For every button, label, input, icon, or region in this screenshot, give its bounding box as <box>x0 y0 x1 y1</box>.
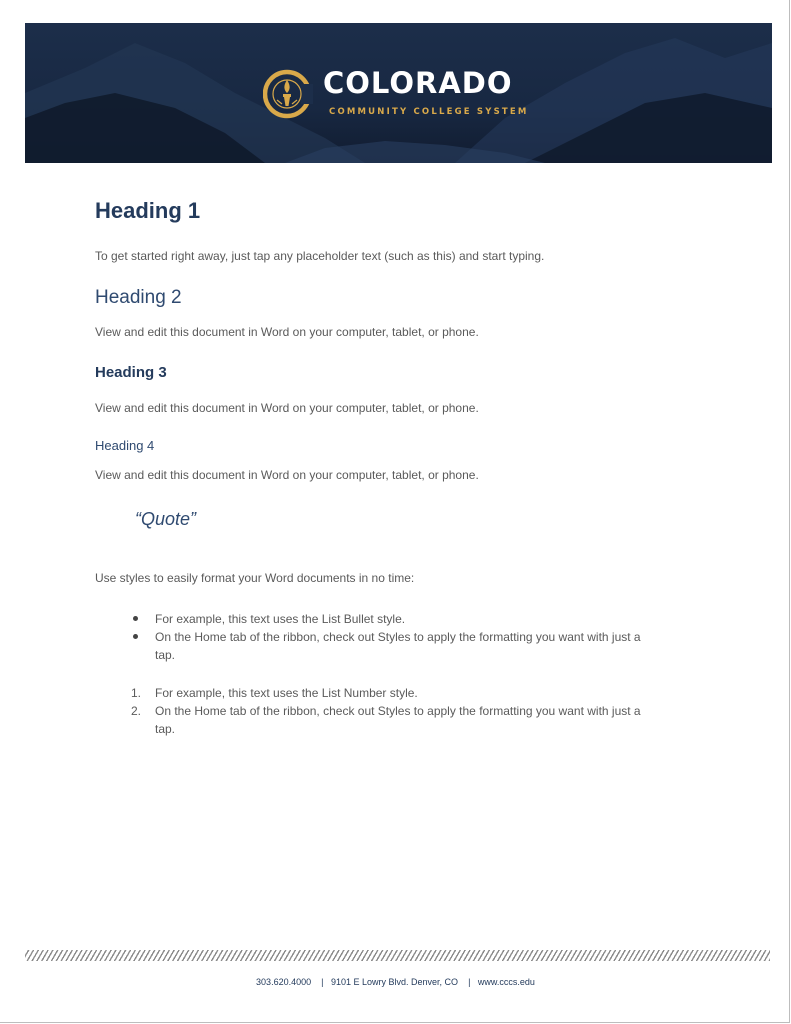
bullet-icon <box>133 634 138 639</box>
footer-separator: | <box>468 977 471 987</box>
list-item <box>95 702 705 738</box>
quote: “Quote” <box>135 509 197 529</box>
header-banner <box>25 23 772 163</box>
list-item-text-continued: tap. <box>155 722 176 736</box>
heading-3: Heading 3 <box>95 364 167 381</box>
heading-4: Heading 4 <box>95 438 155 453</box>
bullet-list <box>95 610 705 664</box>
footer-address: 9101 E Lowry Blvd. Denver, CO <box>330 977 459 987</box>
list-item-text: For example, this text uses the List Bullet style. <box>155 612 406 626</box>
logo-title: COLORADO <box>323 66 513 100</box>
footer-hatch-divider <box>25 950 770 961</box>
footer-separator: | <box>321 977 324 987</box>
logo-subtitle: COMMUNITY COLLEGE SYSTEM <box>329 107 529 117</box>
footer-phone: 303.620.4000 <box>256 977 312 987</box>
list-item-text: On the Home tab of the ribbon, check out Styles to apply the formatting you want with just a <box>155 630 641 644</box>
paragraph-3: View and edit this document in Word on your computer, tablet, or phone. <box>95 401 479 415</box>
paragraph-intro: To get started right away, just tap any placeholder text (such as this) and start typing. <box>95 249 545 263</box>
list-item-text-continued: tap. <box>155 648 176 662</box>
list-item <box>95 684 705 702</box>
torch-emblem-icon <box>263 66 313 122</box>
paragraph-2: View and edit this document in Word on your computer, tablet, or phone. <box>95 325 479 339</box>
footer-website-link[interactable]: www.cccs.edu <box>477 977 535 987</box>
list-item-text: On the Home tab of the ribbon, check out Styles to apply the formatting you want with just a <box>155 704 641 718</box>
numbered-list <box>95 684 705 738</box>
footer-contact <box>0 977 791 987</box>
list-item-text: For example, this text uses the List Number style. <box>155 686 418 700</box>
paragraph-4: View and edit this document in Word on your computer, tablet, or phone. <box>95 468 479 482</box>
heading-1: Heading 1 <box>95 198 201 223</box>
paragraph-styles: Use styles to easily format your Word documents in no time: <box>95 571 415 585</box>
list-number: 2. <box>131 704 142 718</box>
list-number: 1. <box>131 686 142 700</box>
bullet-icon <box>133 616 138 621</box>
heading-2: Heading 2 <box>95 287 182 308</box>
list-item <box>95 610 705 628</box>
college-logo <box>263 66 563 126</box>
list-item <box>95 628 705 664</box>
